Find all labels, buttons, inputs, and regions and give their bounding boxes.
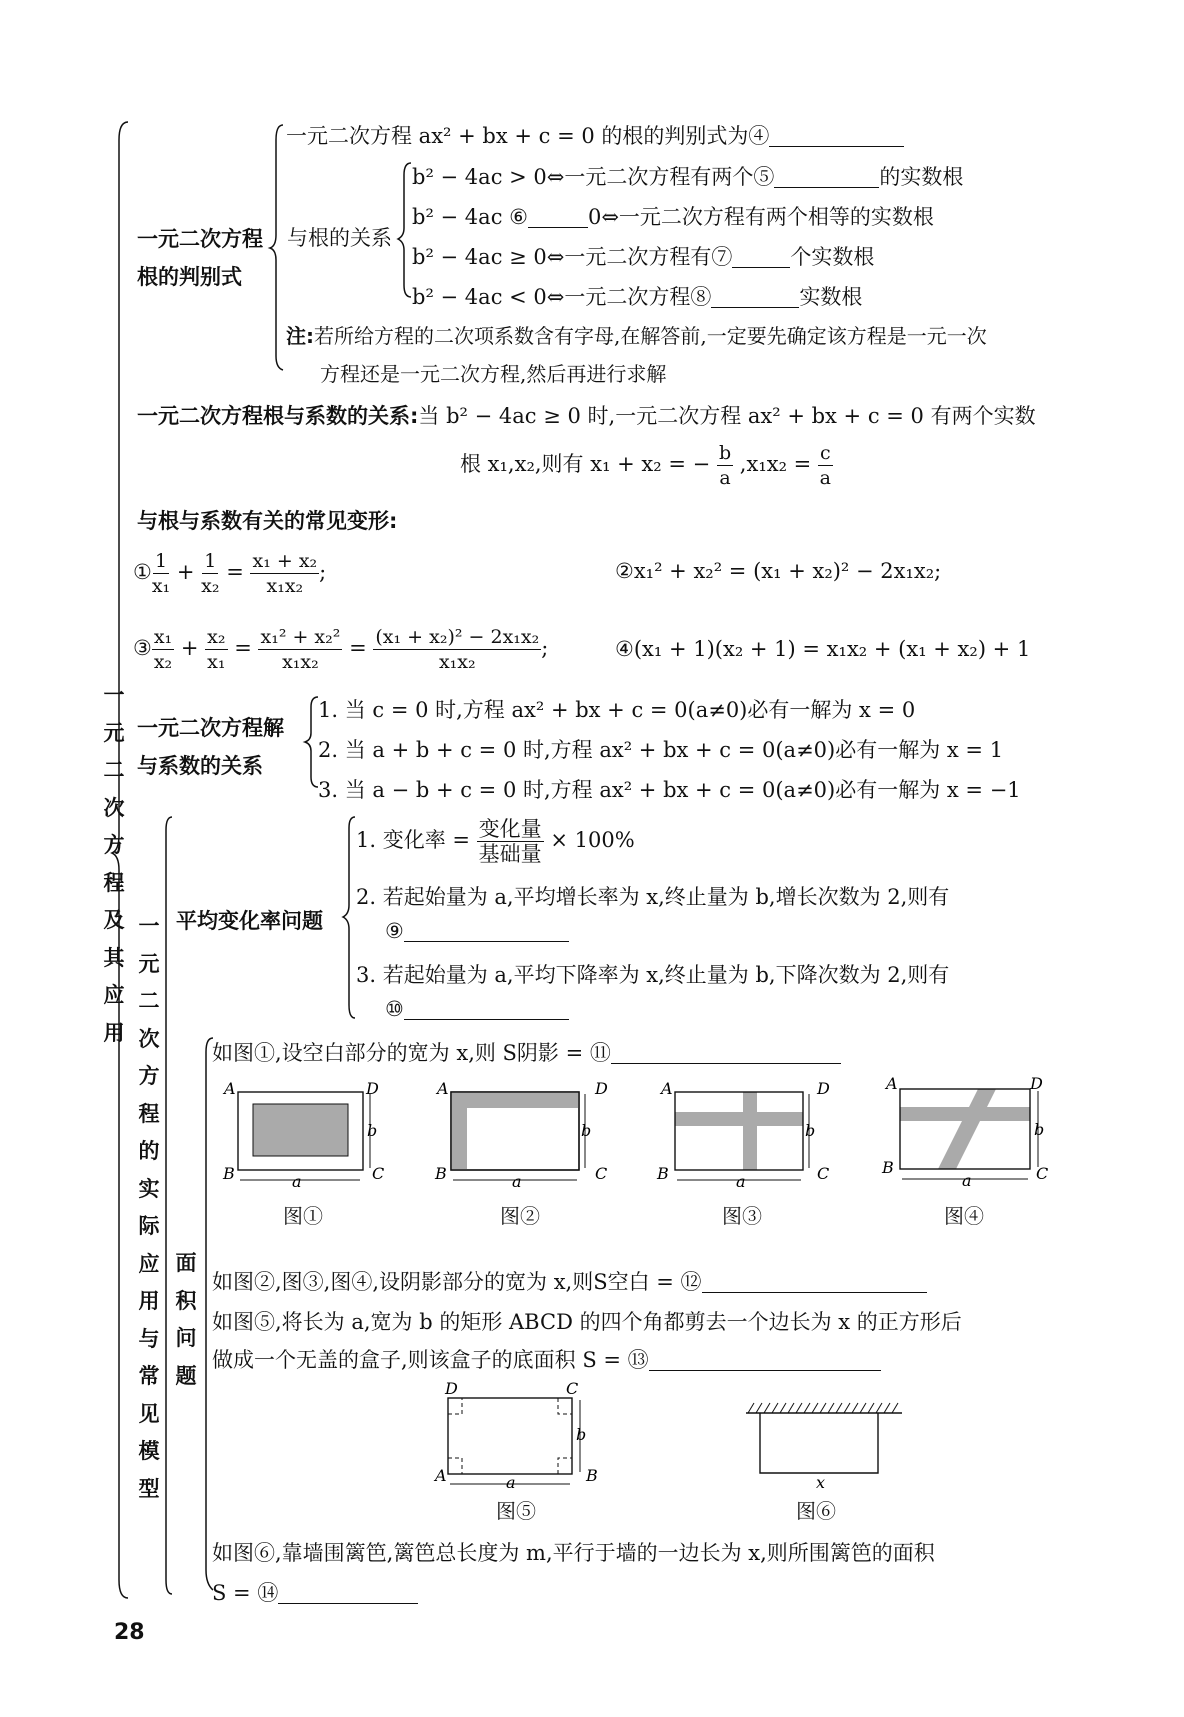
figure-2-caption: 图② — [500, 1204, 540, 1228]
vertical-title-char: 用 — [138, 1289, 160, 1313]
variant-1 — [133, 544, 326, 600]
vertical-title-char: 应 — [103, 983, 125, 1007]
vertical-title-char: 二 — [103, 758, 125, 782]
vertical-title-char: 面 — [175, 1251, 197, 1275]
vertical-title-char: 其 — [103, 945, 125, 970]
special-heading-line1: 一元二次方程解 — [137, 716, 284, 740]
relation-row-1 — [412, 161, 963, 191]
svg-text:D: D — [817, 1079, 830, 1098]
area-line-2-text: 如图②,图③,图④,设阴影部分的宽为 x,则S空白 = ⑫ — [212, 1270, 702, 1294]
variant-3-frac-4: $\frac{\text{(x₁ + x₂)² − 2x₁x₂}}{\text{x₁x₂}}$ — [375, 626, 540, 673]
discriminant-text: 一元二次方程 ax² + bx + c = 0 的根的判别式为④ — [286, 124, 770, 148]
relation-label: 与根的关系 — [287, 226, 392, 250]
vertical-title-char: 实 — [138, 1176, 160, 1201]
note-line-2: 方程还是一元二次方程,然后再进行求解 — [320, 362, 667, 386]
svg-text:B: B — [586, 1466, 598, 1485]
blank-13 — [649, 1348, 881, 1371]
discriminant-heading-line1: 一元二次方程 — [137, 227, 263, 251]
rate-heading: 平均变化率问题 — [176, 909, 323, 933]
area-vertical-title — [173, 1245, 199, 1395]
variant-3-frac-1: $\frac{\text{x₁}}{\text{x₂}}$ — [153, 626, 173, 673]
svg-text:a: a — [512, 1172, 522, 1188]
blank-9 — [404, 919, 569, 942]
variant-3 — [133, 620, 548, 676]
svg-text:b: b — [367, 1121, 378, 1140]
rate-blank-10-row — [385, 997, 569, 1021]
figure-3-caption: 图③ — [722, 1204, 762, 1228]
rate-point-1 — [356, 812, 635, 868]
svg-text:C: C — [566, 1380, 579, 1398]
figure-5 — [430, 1380, 605, 1490]
area-line-2 — [212, 1266, 927, 1296]
rate-blank-9-row — [385, 919, 569, 943]
svg-text:A: A — [661, 1079, 673, 1098]
svg-text:b: b — [576, 1425, 587, 1444]
main-vertical-title — [101, 677, 127, 1052]
figure-1-caption: 图① — [283, 1204, 323, 1228]
svg-text:a: a — [736, 1172, 746, 1188]
vertical-title-char: 际 — [138, 1214, 160, 1238]
relation-row-3-tail: 个实数根 — [790, 245, 875, 269]
figure-5-caption: 图⑤ — [496, 1499, 536, 1523]
blank-4 — [769, 124, 904, 147]
svg-text:a: a — [506, 1473, 516, 1490]
svg-text:A: A — [886, 1075, 898, 1093]
svg-text:B: B — [882, 1158, 894, 1177]
area-line-1-text: 如图①,设空白部分的宽为 x,则 S阴影 = ⑪ — [212, 1041, 611, 1065]
svg-text:D: D — [445, 1380, 458, 1398]
rate-point-1-tail: × 100% — [550, 828, 635, 852]
vieta-text-3: ,x₁x₂ = — [739, 452, 812, 476]
vertical-title-char: 及 — [103, 908, 125, 932]
vieta-line-1 — [137, 400, 1036, 430]
area-line-6 — [212, 1577, 418, 1607]
special-heading-line2: 与系数的关系 — [137, 754, 263, 778]
vertical-title-char: 应 — [138, 1251, 160, 1276]
svg-text:b: b — [805, 1121, 816, 1140]
svg-text:C: C — [372, 1164, 385, 1183]
fraction-c-over-a: $\frac{c}{a}$ — [819, 442, 831, 489]
svg-text:D: D — [1030, 1075, 1043, 1093]
area-line-5: 如图⑥,靠墙围篱笆,篱笆总长度为 m,平行于墙的一边长为 x,则所围篱笆的面积 — [212, 1541, 935, 1565]
sub-vertical-title — [136, 908, 162, 1508]
variant-4: ④(x₁ + 1)(x₂ + 1) = x₁x₂ + (x₁ + x₂) + 1 — [615, 637, 1031, 661]
vertical-title-char: 用 — [103, 1020, 125, 1045]
vertical-title-char: 常 — [138, 1364, 160, 1388]
rate-point-1-text: 1. 变化率 = — [356, 828, 470, 852]
vertical-title-char: 程 — [138, 1101, 160, 1126]
blank-7 — [732, 245, 790, 268]
svg-text:A: A — [435, 1466, 447, 1485]
svg-text:D: D — [366, 1080, 379, 1098]
relation-row-2 — [412, 201, 934, 231]
variants-heading: 与根与系数有关的常见变形: — [137, 509, 398, 533]
svg-text:B: B — [435, 1164, 447, 1183]
variant-1-lead: ① — [133, 560, 152, 584]
note-line-1: 若所给方程的二次项系数含有字母,在解答前,一定要先确定该方程是一元一次 — [314, 324, 987, 348]
svg-text:B: B — [657, 1164, 669, 1183]
variant-3-frac-2: $\frac{\text{x₂}}{\text{x₁}}$ — [207, 626, 226, 673]
vertical-title-char: 一 — [103, 683, 125, 707]
rate-blank-10-label: ⑩ — [385, 997, 404, 1021]
special-1: 1. 当 c = 0 时,方程 ax² + bx + c = 0(a≠0)必有一解为 x = 0 — [318, 698, 916, 722]
variant-1-frac-3: $\frac{\text{x₁ + x₂}}{\text{x₁x₂}}$ — [252, 550, 318, 597]
special-2: 2. 当 a + b + c = 0 时,方程 ax² + bx + c = 0(a≠0)必有一解为 x = 1 — [318, 738, 1004, 762]
variant-3-plus: + — [180, 636, 199, 660]
relation-row-4-text: b² − 4ac < 0⇔一元二次方程⑧ — [412, 285, 712, 309]
blank-8 — [711, 285, 799, 308]
vieta-heading: 一元二次方程根与系数的关系: — [137, 404, 419, 428]
svg-text:x: x — [816, 1473, 826, 1490]
blank-11 — [611, 1041, 841, 1064]
svg-text:A: A — [224, 1080, 236, 1098]
variant-3-eq: = — [234, 636, 252, 660]
relation-row-1-text: b² − 4ac > 0⇔一元二次方程有两个⑤ — [412, 165, 775, 189]
note-label: 注: — [286, 324, 314, 348]
variant-1-frac-1: $\frac{1}{\text{x₁}}$ — [151, 550, 171, 597]
rate-fraction: $\frac{\text{变化量}}{\text{基础量}}$ — [478, 817, 542, 866]
discriminant-note — [286, 320, 987, 349]
vertical-title-char: 元 — [103, 720, 125, 745]
blank-6 — [528, 205, 588, 228]
vertical-title-char: 积 — [175, 1288, 197, 1313]
relation-row-1-tail: 的实数根 — [879, 165, 964, 189]
relation-row-2-text: b² − 4ac ⑥ — [412, 205, 528, 229]
vieta-text-1: 当 b² − 4ac ≥ 0 时,一元二次方程 ax² + bx + c = 0 有两个实数 — [418, 404, 1036, 428]
vertical-title-char: 二 — [138, 989, 160, 1013]
variant-1-end: ; — [319, 560, 327, 584]
variant-3-frac-3: $\frac{\text{x₁² + x₂²}}{\text{x₁x₂}}$ — [260, 626, 341, 673]
svg-text:a: a — [292, 1172, 302, 1190]
figure-2 — [433, 1078, 613, 1188]
vertical-title-char: 程 — [103, 870, 125, 895]
area-line-3: 如图⑤,将长为 a,宽为 b 的矩形 ABCD 的四个角都剪去一个边长为 x 的正方形后 — [212, 1310, 962, 1334]
vieta-line-2 — [460, 436, 833, 492]
area-line-4 — [212, 1344, 881, 1374]
vieta-text-2: 根 x₁,x₂,则有 x₁ + x₂ = − — [460, 452, 711, 476]
vertical-title-char: 与 — [138, 1326, 160, 1351]
blank-5 — [774, 165, 879, 188]
discriminant-heading-line2: 根的判别式 — [137, 265, 242, 289]
page-number: 28 — [114, 1620, 145, 1645]
variant-1-eq: = — [226, 560, 244, 584]
svg-text:C: C — [595, 1164, 608, 1183]
area-line-1 — [212, 1037, 841, 1067]
vertical-title-char: 问 — [175, 1326, 197, 1350]
vertical-title-char: 模 — [138, 1439, 160, 1463]
figure-1 — [220, 1080, 395, 1190]
relation-row-3-text: b² − 4ac ≥ 0⇔一元二次方程有⑦ — [412, 245, 733, 269]
svg-text:b: b — [1034, 1120, 1045, 1139]
figure-3 — [655, 1078, 835, 1188]
relation-row-4-tail: 实数根 — [799, 285, 863, 309]
discriminant-line — [286, 120, 904, 150]
relation-row-3 — [412, 241, 874, 271]
vertical-title-char: 方 — [103, 833, 125, 857]
svg-text:C: C — [817, 1164, 830, 1183]
variant-3-lead: ③ — [133, 636, 152, 660]
vertical-title-char: 见 — [138, 1401, 160, 1426]
vertical-title-char: 一 — [138, 914, 160, 938]
blank-10 — [404, 997, 569, 1020]
figure-6-caption: 图⑥ — [796, 1499, 836, 1523]
svg-text:A: A — [437, 1079, 449, 1098]
vertical-title-char: 的 — [138, 1139, 160, 1163]
svg-text:B: B — [223, 1164, 235, 1183]
area-line-4-text: 做成一个无盖的盒子,则该盒子的底面积 S = ⑬ — [212, 1348, 649, 1372]
rate-blank-9-label: ⑨ — [385, 919, 404, 943]
special-heading — [137, 709, 284, 785]
discriminant-heading — [137, 220, 263, 296]
vertical-title-char: 次 — [138, 1026, 160, 1051]
variant-3-end: ; — [541, 636, 549, 660]
special-3: 3. 当 a − b + c = 0 时,方程 ax² + bx + c = 0(a≠0)必有一解为 x = −1 — [318, 778, 1021, 802]
vertical-title-char: 元 — [138, 951, 160, 976]
vertical-title-char: 题 — [175, 1363, 197, 1388]
vertical-title-char: 型 — [138, 1476, 160, 1501]
vertical-title-char: 方 — [138, 1064, 160, 1088]
variant-3-eq-2: = — [349, 636, 367, 660]
svg-text:C: C — [1036, 1164, 1049, 1183]
svg-text:b: b — [581, 1121, 592, 1140]
rate-point-2: 2. 若起始量为 a,平均增长率为 x,终止量为 b,增长次数为 2,则有 — [356, 885, 950, 909]
vertical-title-char: 次 — [103, 795, 125, 820]
area-line-6-text: S = ⑭ — [212, 1581, 279, 1605]
variant-2: ②x₁² + x₂² = (x₁ + x₂)² − 2x₁x₂; — [615, 559, 942, 583]
relation-row-2-tail: 0⇔一元二次方程有两个相等的实数根 — [587, 205, 934, 229]
figure-6 — [740, 1395, 910, 1490]
variant-1-frac-2: $\frac{1}{\text{x₂}}$ — [201, 550, 220, 597]
figure-4 — [878, 1075, 1063, 1190]
blank-12 — [702, 1270, 927, 1293]
svg-text:a: a — [962, 1171, 972, 1190]
fraction-b-over-a: $\frac{b}{a}$ — [718, 442, 732, 489]
variant-1-plus: + — [176, 560, 195, 584]
svg-text:D: D — [595, 1079, 608, 1098]
blank-14 — [278, 1581, 418, 1604]
relation-row-4 — [412, 281, 862, 311]
figure-4-caption: 图④ — [944, 1204, 984, 1228]
rate-point-3: 3. 若起始量为 a,平均下降率为 x,终止量为 b,下降次数为 2,则有 — [356, 963, 950, 987]
